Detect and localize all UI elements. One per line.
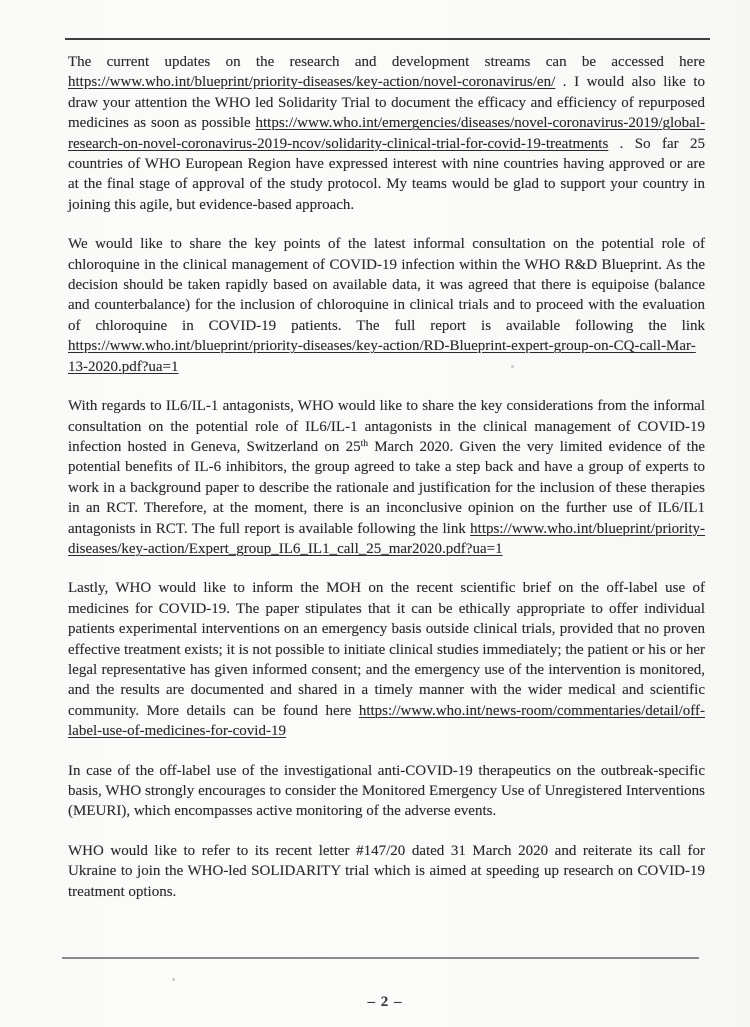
paragraph — [68, 841, 705, 902]
text-run: Lastly, WHO would like to inform the MOH on the recent scientific brief on the off-label use of medicines for COVID-19. The paper stipulates that it can be ethically appropriate to offer individual patients experimental interventions on an emergency basis outside clinical trials, provided that no proven effective treatment exists; it is not possible to initiate clinical studies immediately; the patient or his or her legal representative has given informed consent; and the emergency use of the intervention is monitored, and the results are documented and shared in a timely manner with the wider medical and scientific community. More details can be found here — [68, 580, 705, 719]
text-run: . I would also like to draw your attention the WHO led Solidarity Trial to document the efficacy and efficiency of repurposed medicines as soon as possible — [68, 74, 705, 132]
url-text: https://www.who.int/blueprint/priority-diseases/key-action/novel-coronavirus/en/ — [68, 74, 556, 91]
text-run: We would like to share the key points of the latest informal consultation on the potential role of chloroquine in the clinical management of COVID-19 infection within the WHO R&D Blueprint. As the decision should be taken rapidly based on available data, it was agreed that there is equipoise (balance and counterbalance) for the inclusion of chloroquine in clinical trials and to proceed with the evaluation of chloroquine in COVID-19 patients. The full report is available following the link — [68, 236, 705, 334]
url-text: https://www.who.int/blueprint/priority-diseases/key-action/Expert_group_IL6_IL1_call_25_mar2020.pdf?ua=1 — [68, 520, 705, 557]
text-run: With regards to IL6/IL-1 antagonists, WHO would like to share the key considerations from the informal consultation on the potential role of IL6/IL-1 antagonists in the clinical management of COVID-19 infection hosted in Geneva, Switzerland on 25 — [68, 398, 705, 455]
letter-body — [68, 52, 705, 921]
paragraph — [68, 396, 705, 559]
text-run: In case of the off-label use of the investigational anti-COVID-19 therapeutics on the outbreak-specific basis, WHO strongly encourages to consider the Monitored Emergency Use of Unregistered Interventions (MEURI), which encompasses active monitoring of the adverse events. — [68, 762, 705, 820]
page-number: – 2 – — [367, 994, 403, 1010]
paragraph — [68, 234, 705, 377]
superscript-text: th — [360, 438, 368, 449]
scan-speck — [511, 365, 514, 368]
text-run: March 2020. Given the very limited evidence of the potential benefits of IL-6 inhibitors, the group agreed to take a step back and have a group of experts to work in a background paper to describe the rationale and justification for the inclusion of these therapies in an RCT. Therefore, at the moment, there is an inconclusive opinion on the further use of IL6/IL1 antagonists in RCT. The full report is available following the link — [68, 438, 705, 537]
paragraph — [68, 761, 705, 822]
text-run: The current updates on the research and development streams can be accessed here — [68, 54, 705, 70]
paragraph — [68, 578, 705, 741]
text-run: WHO would like to refer to its recent letter #147/20 dated 31 March 2020 and reiterate its call for Ukraine to join the WHO-led SOLIDARITY trial which is aimed at speeding up research on COVID-19 treatment options. — [68, 842, 705, 900]
footer-rule — [62, 957, 699, 959]
url-text: https://www.who.int/blueprint/priority-diseases/key-action/RD-Blueprint-expert-group-on-CQ-call-Mar-13-2020.pdf?ua=1 — [68, 338, 696, 375]
header-rule — [65, 38, 710, 40]
text-run: . So far 25 countries of WHO European Region have expressed interest with nine countries having approved or are at the final stage of approval of the study protocol. My teams would be glad to support your country in joining this agile, but evidence-based approach. — [68, 135, 705, 213]
url-text: https://www.who.int/emergencies/diseases/novel-coronavirus-2019/global-research-on-novel-coronavirus-2019-ncov/solidarity-clinical-trial-for-covid-19-treatments — [68, 115, 705, 152]
paragraph — [68, 52, 705, 215]
url-text: https://www.who.int/news-room/commentaries/detail/off-label-use-of-medicines-for-covid-19 — [68, 702, 705, 740]
scan-speck — [172, 978, 175, 981]
